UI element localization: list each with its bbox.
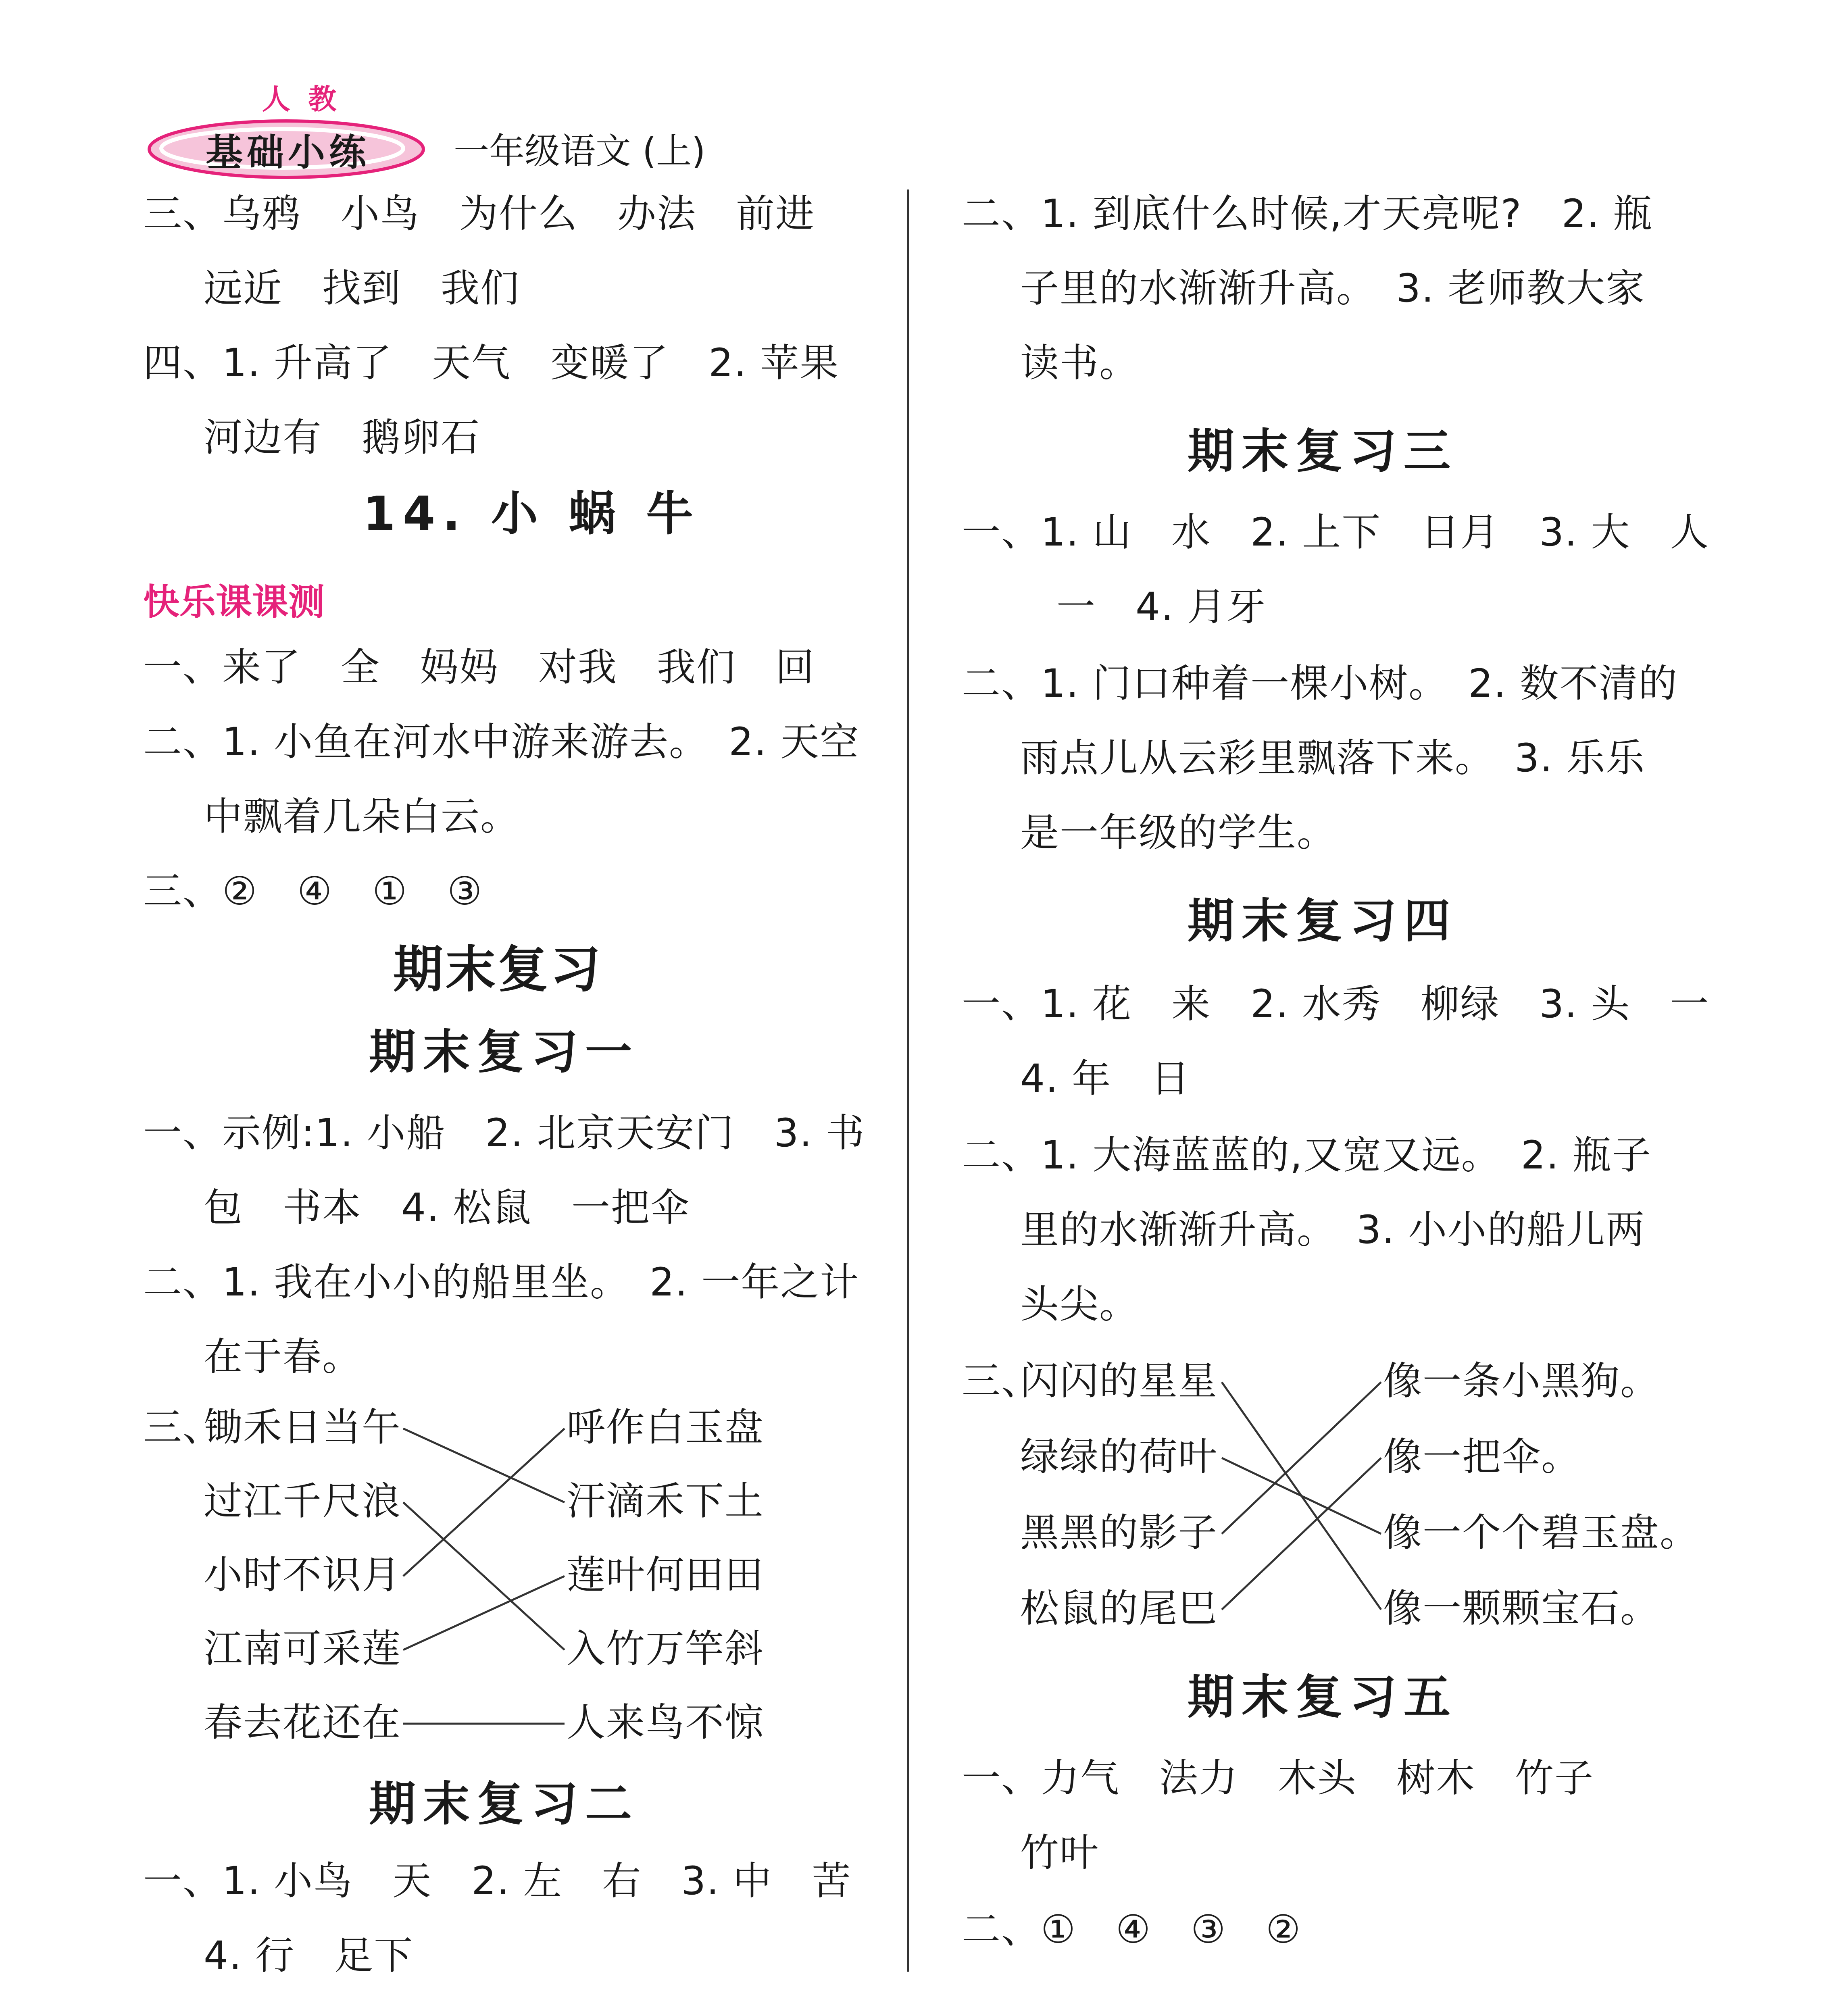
review2-title: 期末复习二 bbox=[369, 1777, 639, 1831]
review4-match-left-item: 松鼠的尾巴 bbox=[1020, 1586, 1218, 1631]
review1-match-right-item: 汗滴禾下土 bbox=[567, 1479, 764, 1524]
lesson-q2-line1: 二、1. 小鱼在河水中游来游去。 2. 天空 bbox=[143, 719, 860, 764]
review4-match-connector bbox=[1222, 1458, 1381, 1534]
review2-q1-line2: 4. 行 足下 bbox=[204, 1933, 414, 1978]
review1-q1-line1: 一、示例:1. 小船 2. 北京天安门 3. 书 bbox=[143, 1110, 865, 1156]
review3-q1-line1: 一、1. 山 水 2. 上下 日月 3. 大 人 bbox=[962, 510, 1710, 555]
review4-match-connector bbox=[1222, 1458, 1381, 1610]
review1-match-left-item: 锄禾日当午 bbox=[204, 1405, 401, 1450]
review4-q2-line2: 里的水渐渐升高。 3. 小小的船儿两 bbox=[1020, 1207, 1646, 1252]
review4-q3-prefix: 三、 bbox=[962, 1358, 1041, 1404]
review5-q2: 二、① ④ ③ ② bbox=[962, 1907, 1302, 1952]
review1-q3-prefix: 三、 bbox=[143, 1405, 222, 1450]
lesson-q1: 一、来了 全 妈妈 对我 我们 回 bbox=[143, 645, 815, 690]
review-title: 期末复习 bbox=[393, 941, 603, 999]
review4-q2-line3: 头尖。 bbox=[1020, 1282, 1139, 1327]
review4-match-left-item: 黑黑的影子 bbox=[1020, 1510, 1218, 1555]
review3-q1-line2: 一 4. 月牙 bbox=[1056, 584, 1267, 629]
review1-q1-line2: 包 书本 4. 松鼠 一把伞 bbox=[204, 1185, 690, 1230]
review1-match-right-item: 人来鸟不惊 bbox=[567, 1700, 764, 1745]
review1-match-right-item: 莲叶何田田 bbox=[567, 1552, 764, 1597]
review1-title: 期末复习一 bbox=[369, 1025, 639, 1079]
review2-q1-line1: 一、1. 小鸟 天 2. 左 右 3. 中 苦 bbox=[143, 1858, 852, 1904]
review1-q2-line2: 在于春。 bbox=[204, 1334, 362, 1379]
review3-q2-line2: 雨点儿从云彩里飘落下来。 3. 乐乐 bbox=[1020, 735, 1646, 781]
header-subtitle: 一年级语文 (上) bbox=[454, 130, 706, 172]
review5-q1-line1: 一、力气 法力 木头 树木 竹子 bbox=[962, 1756, 1594, 1801]
review3-q2-line3: 是一年级的学生。 bbox=[1020, 810, 1336, 855]
review5-q1-line2: 竹叶 bbox=[1020, 1830, 1099, 1875]
lesson-q3: 三、② ④ ① ③ bbox=[143, 868, 483, 914]
left-s4-line1: 四、1. 升高了 天气 变暖了 2. 苹果 bbox=[143, 340, 840, 385]
left-s3-line1: 三、乌鸦 小鸟 为什么 办法 前进 bbox=[143, 191, 815, 236]
header-publisher: 人 教 bbox=[262, 83, 341, 116]
review4-match-left-item: 绿绿的荷叶 bbox=[1020, 1434, 1218, 1479]
review4-match-connector bbox=[1222, 1382, 1381, 1534]
review4-q1-line2: 4. 年 日 bbox=[1020, 1056, 1191, 1101]
review1-match-left-item: 过江千尺浪 bbox=[204, 1479, 401, 1524]
review4-match-right-item: 像一把伞。 bbox=[1383, 1434, 1581, 1479]
review1-match-left-item: 小时不识月 bbox=[204, 1552, 401, 1597]
review4-match-right-item: 像一个个碧玉盘。 bbox=[1383, 1510, 1699, 1555]
review4-match-right-item: 像一颗颗宝石。 bbox=[1383, 1586, 1660, 1631]
review1-match-right-item: 入竹万竿斜 bbox=[567, 1626, 764, 1671]
lesson-title: 14. 小 蜗 牛 bbox=[363, 487, 700, 541]
review4-q2-line1: 二、1. 大海蓝蓝的,又宽又远。 2. 瓶子 bbox=[962, 1133, 1652, 1178]
review4-q1-line1: 一、1. 花 来 2. 水秀 柳绿 3. 头 一 bbox=[962, 981, 1710, 1027]
review1-match-left-item: 春去花还在 bbox=[204, 1700, 401, 1745]
review3-title: 期末复习三 bbox=[1188, 424, 1458, 479]
review3-q2-line1: 二、1. 门口种着一棵小树。 2. 数不清的 bbox=[962, 661, 1678, 706]
review2-q2-line1: 二、1. 到底什么时候,才天亮呢? 2. 瓶 bbox=[962, 191, 1653, 236]
review4-title: 期末复习四 bbox=[1188, 894, 1458, 948]
review2-q2-line2: 子里的水渐渐升高。 3. 老师教大家 bbox=[1020, 266, 1646, 311]
section-label: 快乐课课测 bbox=[143, 581, 325, 623]
review1-q2-line1: 二、1. 我在小小的船里坐。 2. 一年之计 bbox=[143, 1260, 860, 1305]
review4-match-left-item: 闪闪的星星 bbox=[1020, 1358, 1218, 1404]
left-s3-line2: 远近 找到 我们 bbox=[204, 266, 520, 311]
header-brand: 基础小练 bbox=[206, 131, 371, 174]
left-s4-line2: 河边有 鹅卵石 bbox=[204, 415, 480, 460]
lesson-q2-line2: 中飘着几朵白云。 bbox=[204, 794, 520, 839]
review1-match-left-item: 江南可采莲 bbox=[204, 1626, 401, 1671]
review1-match-right-item: 呼作白玉盘 bbox=[567, 1405, 764, 1450]
review2-q2-line3: 读书。 bbox=[1020, 340, 1139, 385]
review4-match-right-item: 像一条小黑狗。 bbox=[1383, 1358, 1660, 1404]
review5-title: 期末复习五 bbox=[1188, 1670, 1458, 1724]
